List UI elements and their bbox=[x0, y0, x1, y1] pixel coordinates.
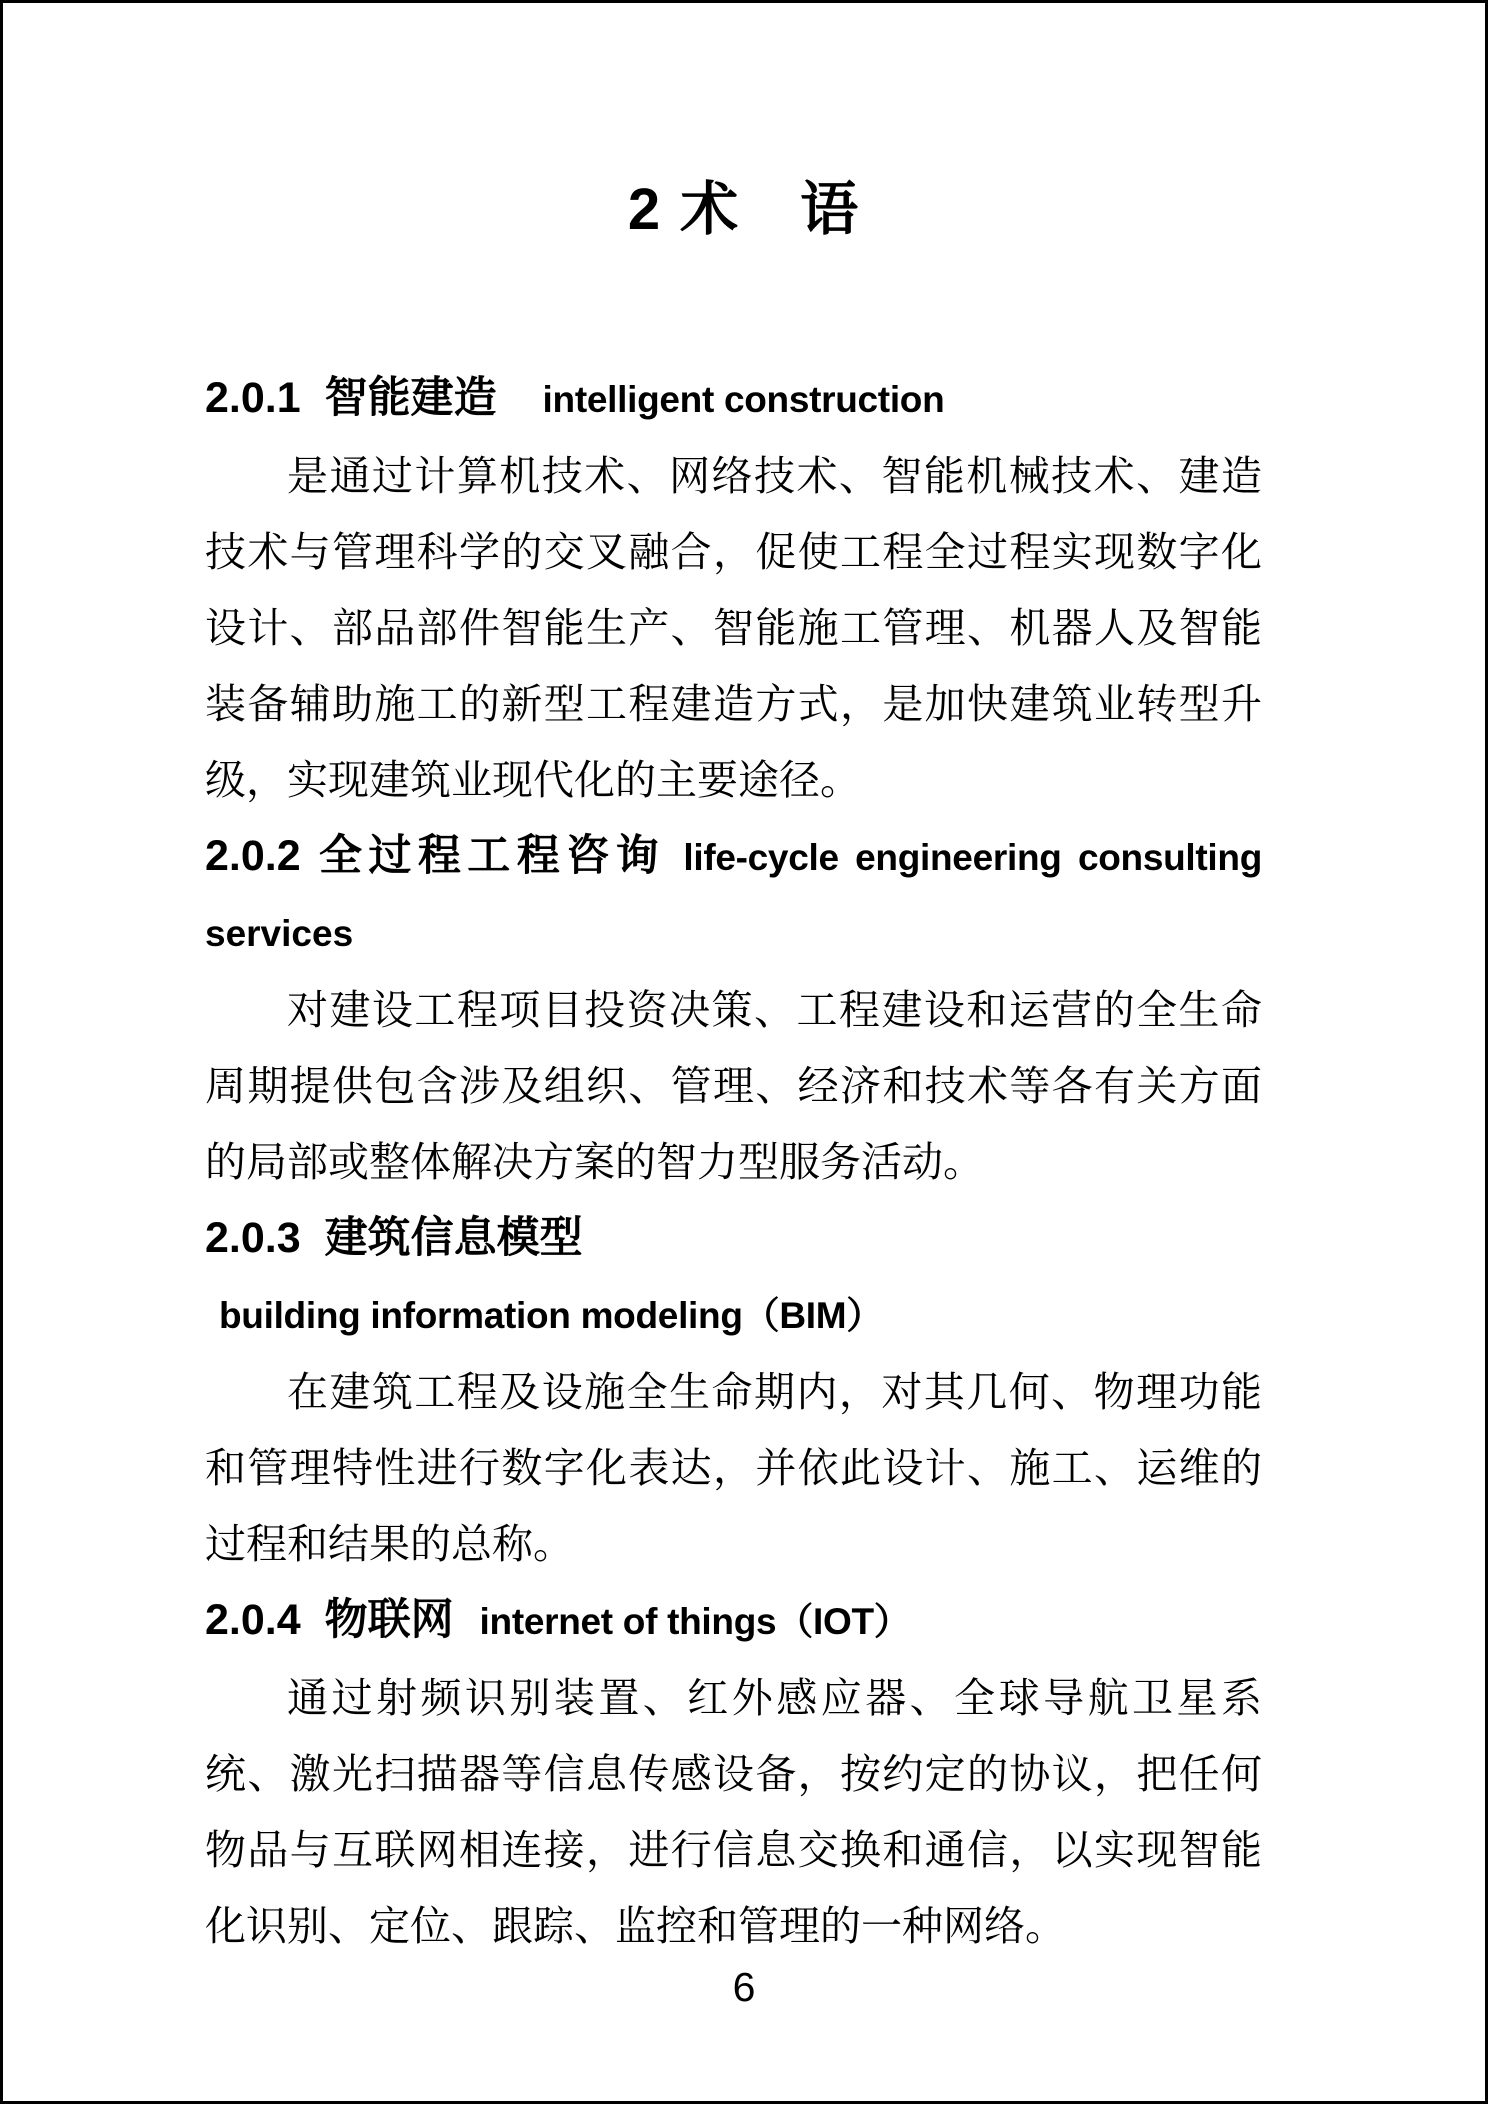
term-number: 2.0.4 bbox=[205, 1596, 301, 1644]
term-en: building information modeling（BIM） bbox=[219, 1295, 883, 1336]
term-en: intelligent construction bbox=[542, 379, 945, 420]
page-number: 6 bbox=[732, 1964, 756, 2010]
term-number: 2.0.1 bbox=[205, 374, 301, 422]
term-zh: 物联网 bbox=[324, 1596, 454, 1644]
term-section-2-0-3 bbox=[205, 1200, 1262, 1582]
term-definition: 在建筑工程及设施全生命期内，对其几何、物理功能和管理特性进行数字化表达，并依此设计、施工、运维的过程和结果的总称。 bbox=[205, 1369, 1262, 1567]
section-heading-2-0-4 bbox=[205, 1582, 1262, 1660]
term-definition: 对建设工程项目投资决策、工程建设和运营的全生命周期提供包含涉及组织、管理、经济和技术等各有关方面的局部或整体解决方案的智力型服务活动。 bbox=[205, 987, 1262, 1185]
term-definition: 是通过计算机技术、网络技术、智能机械技术、建造技术与管理科学的交叉融合，促使工程全过程实现数字化设计、部品部件智能生产、智能施工管理、机器人及智能装备辅助施工的新型工程建造方式，是加快建筑业转型升级，实现建筑业现代化的主要途径。 bbox=[205, 453, 1262, 803]
term-section-2-0-2 bbox=[205, 818, 1262, 1200]
term-number: 2.0.2 bbox=[205, 832, 301, 880]
term-zh: 智能建造 bbox=[324, 374, 497, 422]
term-en: life-cycle engineering consulting bbox=[683, 837, 1262, 878]
term-en: internet of things（IOT） bbox=[479, 1601, 911, 1642]
terminology-content bbox=[205, 360, 1262, 1964]
term-zh: 建筑信息模型 bbox=[324, 1214, 583, 1262]
page-title: 2 术 语 bbox=[627, 177, 861, 242]
section-heading-2-0-2 bbox=[205, 818, 1262, 896]
term-section-2-0-1 bbox=[205, 360, 1262, 818]
section-heading-2-0-2-line2: services bbox=[205, 913, 354, 954]
term-zh: 全过程工程咨询 bbox=[319, 832, 665, 880]
section-heading-2-0-1 bbox=[205, 360, 1262, 438]
term-section-2-0-4 bbox=[205, 1582, 1262, 1964]
term-definition: 通过射频识别装置、红外感应器、全球导航卫星系统、激光扫描器等信息传感设备，按约定的协议，把任何物品与互联网相连接，进行信息交换和通信，以实现智能化识别、定位、跟踪、监控和管理的一种网络。 bbox=[205, 1675, 1262, 1949]
section-heading-2-0-3 bbox=[205, 1200, 1262, 1354]
term-number: 2.0.3 bbox=[205, 1214, 301, 1262]
